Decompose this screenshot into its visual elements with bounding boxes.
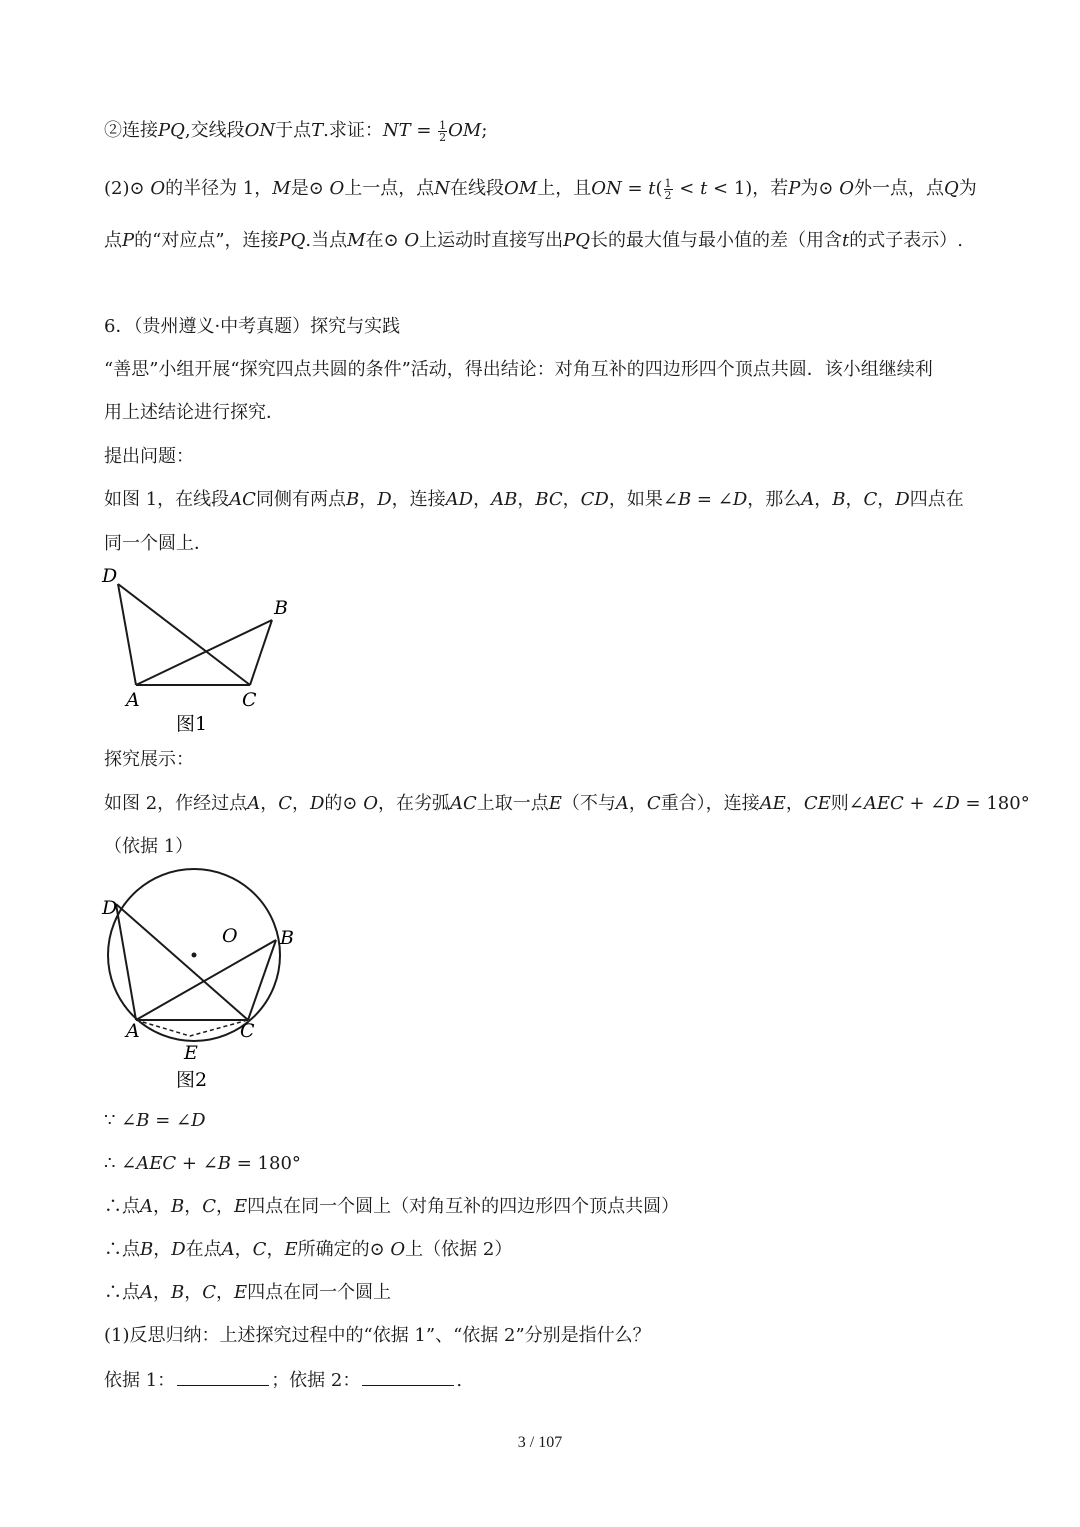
basis-1-tag: （依据 1） [104, 836, 194, 857]
math: D [191, 1110, 206, 1131]
math: T [311, 120, 324, 141]
math: E [234, 1282, 248, 1303]
math: PQ [278, 230, 306, 251]
figure-1 [96, 562, 306, 740]
math: O [839, 178, 854, 199]
math: B [171, 1282, 185, 1303]
math: O [150, 178, 166, 199]
text: 于点 [275, 120, 312, 141]
text: ， [562, 489, 581, 510]
text: = ∠ [691, 489, 733, 510]
text: 上运动时直接写出 [419, 230, 564, 251]
figure-caption: 图2 [176, 1069, 208, 1091]
label-C: C [240, 1020, 255, 1042]
math: B [832, 489, 846, 510]
text: = 180° [959, 793, 1030, 814]
math: PQ [158, 120, 185, 141]
math: AC [229, 489, 256, 510]
basis-2-blank[interactable] [362, 1367, 454, 1386]
math: B [677, 489, 692, 510]
text: .当点 [305, 230, 348, 251]
math: AE [759, 793, 786, 814]
label-B: B [274, 597, 288, 619]
math: OM [448, 120, 482, 141]
text: ， [814, 489, 833, 510]
question-part-2-cont [104, 228, 963, 254]
label-D: D [102, 565, 118, 587]
math: D [309, 793, 325, 814]
text: 四点在同一个圆上 [247, 1282, 392, 1303]
text: = [621, 178, 649, 199]
math: E [234, 1196, 248, 1217]
text: 上取一点 [476, 793, 549, 814]
denominator: 2 [439, 130, 447, 144]
text: （不与 [561, 793, 616, 814]
text: ， [473, 489, 492, 510]
math: M [272, 178, 291, 199]
text: ， [153, 1196, 171, 1217]
label-A: A [126, 689, 140, 711]
denominator: 2 [664, 188, 672, 202]
q6-title: 6．（贵州遵义·中考真题）探究与实践 [104, 316, 401, 337]
math: C [202, 1196, 217, 1217]
text: ∴点 [104, 1282, 140, 1303]
math: D [732, 489, 748, 510]
text: ，在劣弧 [377, 793, 450, 814]
math: P [122, 230, 135, 251]
step-2 [104, 1151, 301, 1177]
text: 的“对应点”，连接 [134, 230, 279, 251]
math: C [252, 1239, 267, 1260]
page-number: 3 / 107 [517, 1434, 563, 1451]
math: O [404, 230, 420, 251]
text: 如图 2，作经过点 [104, 793, 248, 814]
segment-DA [118, 584, 136, 685]
basis-1-blank[interactable] [177, 1367, 269, 1386]
question-1: (1)反思归纳：上述探究过程中的“依据 1”、“依据 2”分别是指什么？ [104, 1325, 651, 1346]
text: ， [266, 1239, 285, 1260]
math: Q [944, 178, 959, 199]
text: + ∠ [903, 793, 946, 814]
label-B: B [280, 927, 294, 949]
step-1 [104, 1108, 206, 1134]
label-O: O [222, 925, 238, 947]
fraction [438, 120, 447, 143]
math: NT [382, 120, 411, 141]
text: ， [260, 793, 279, 814]
text: = ∠ [149, 1110, 192, 1131]
text: ; [481, 120, 488, 141]
math: A [801, 489, 815, 510]
math: CE [803, 793, 831, 814]
math: B [140, 1239, 154, 1260]
math: t [700, 178, 708, 199]
text: .求证： [323, 120, 383, 141]
segment-AB [136, 620, 272, 685]
math: B [345, 489, 360, 510]
text: ， [216, 1282, 235, 1303]
math: OM [504, 178, 538, 199]
text: 四点在同一个圆上（对角互补的四边形四个顶点共圆） [247, 1196, 680, 1217]
math: B [136, 1110, 150, 1131]
segment-DC [116, 904, 248, 1020]
math: A [140, 1282, 153, 1303]
text: . [456, 1370, 463, 1391]
text: ， [153, 1282, 171, 1303]
math: t [648, 178, 656, 199]
math: M [347, 230, 366, 251]
text: 在⊙ [365, 230, 405, 251]
text: ， [628, 793, 647, 814]
math: D [377, 489, 392, 510]
text: 同侧有两点 [255, 489, 346, 510]
text: 是⊙ [290, 178, 330, 199]
text: ， [845, 489, 864, 510]
basis-1-label: 依据 1： [104, 1370, 176, 1391]
text: 重合），连接 [660, 793, 760, 814]
text: 为⊙ [800, 178, 840, 199]
numerator: 1 [439, 118, 447, 132]
math: C [863, 489, 878, 510]
math: ON [244, 120, 276, 141]
text: ∴点 [104, 1196, 140, 1217]
text: (2)⊙ [104, 178, 151, 199]
text: 的半径为 1， [165, 178, 273, 199]
text: 在点 [185, 1239, 222, 1260]
text: 上（依据 2） [405, 1239, 513, 1260]
proof-part-2 [104, 118, 487, 144]
fraction [664, 178, 673, 201]
step-5 [104, 1280, 391, 1306]
figure-2 [96, 864, 316, 1094]
math: AC [449, 793, 477, 814]
text: ( [655, 178, 663, 199]
text: ， [153, 1239, 172, 1260]
text: ， [216, 1196, 235, 1217]
text: ， [234, 1239, 253, 1260]
numerator: 1 [664, 176, 672, 190]
math: AD [445, 489, 474, 510]
text: ， [184, 1282, 203, 1303]
math: C [202, 1282, 217, 1303]
center-point [192, 953, 197, 958]
section-explore-show: 探究展示： [104, 749, 194, 770]
math: C [278, 793, 292, 814]
segment-AB [136, 940, 276, 1020]
text: 点 [104, 230, 122, 251]
segment-DC [118, 584, 250, 685]
text: ， [877, 489, 896, 510]
text: 四点在 [909, 489, 964, 510]
math: A [221, 1239, 235, 1260]
text: 的⊙ [324, 793, 364, 814]
math: ON [591, 178, 622, 199]
text: 为 [958, 178, 977, 199]
answer-line [104, 1367, 462, 1394]
math: D [171, 1239, 186, 1260]
math: O [390, 1239, 406, 1260]
basis-2-label: ；依据 2： [271, 1370, 361, 1391]
question-part-2 [104, 176, 977, 202]
math: O [329, 178, 345, 199]
math: AEC [863, 793, 904, 814]
text: ∴点 [104, 1239, 140, 1260]
label-A: A [126, 1020, 140, 1042]
math: AEC [136, 1153, 177, 1174]
figure-caption: 图1 [176, 713, 208, 735]
math: B [217, 1153, 232, 1174]
math: CD [580, 489, 609, 510]
text: ， [359, 489, 378, 510]
q6-intro-line2: 用上述结论进行探究． [104, 402, 284, 423]
text: 如图 1，在线段 [104, 489, 230, 510]
text: + ∠ [176, 1153, 218, 1174]
text: 外一点，点 [854, 178, 944, 199]
math: E [548, 793, 562, 814]
label-D: D [102, 897, 118, 919]
text: ， [184, 1196, 203, 1217]
step-4 [104, 1237, 512, 1263]
text: ∵ ∠ [104, 1110, 137, 1131]
math: C [646, 793, 661, 814]
segment-DA [116, 904, 136, 1020]
text: ，连接 [391, 489, 446, 510]
math: BC [535, 489, 563, 510]
text: ， [517, 489, 536, 510]
text: ∴ ∠ [104, 1153, 137, 1174]
text: = 180° [231, 1153, 301, 1174]
math: PQ [563, 230, 591, 251]
math: E [284, 1239, 298, 1260]
text: ， [291, 793, 310, 814]
figure2-description [104, 791, 1030, 817]
text: 则∠ [830, 793, 864, 814]
section-raise-question: 提出问题： [104, 446, 194, 467]
math: P [788, 178, 801, 199]
math: A [247, 793, 261, 814]
figure1-description-cont: 同一个圆上． [104, 533, 212, 554]
math: t [842, 230, 850, 251]
math: A [140, 1196, 153, 1217]
figure1-description [104, 487, 964, 513]
text: ，如果∠ [608, 489, 678, 510]
math: D [895, 489, 910, 510]
math: D [945, 793, 960, 814]
math: O [363, 793, 378, 814]
text: ， [785, 793, 804, 814]
text: < [673, 178, 701, 199]
math: B [171, 1196, 185, 1217]
math: N [434, 178, 451, 199]
text: 长的最大值与最小值的差（用含 [590, 230, 843, 251]
math: A [615, 793, 629, 814]
text: ②连接 [104, 120, 158, 141]
text: 在线段 [450, 178, 505, 199]
text: 上，且 [537, 178, 592, 199]
step-3 [104, 1194, 679, 1220]
text: = [410, 120, 438, 141]
label-C: C [242, 689, 257, 711]
text: 所确定的⊙ [297, 1239, 391, 1260]
text: 上一点，点 [344, 178, 435, 199]
label-E: E [184, 1042, 198, 1064]
math: AB [491, 489, 518, 510]
text: 的式子表示）. [849, 230, 963, 251]
text: ,交线段 [184, 120, 245, 141]
text: ，那么 [747, 489, 802, 510]
text: < 1)，若 [707, 178, 789, 199]
q6-intro-line1: “善思”小组开展“探究四点共圆的条件”活动，得出结论：对角互补的四边形四个顶点共圆．该小组继续利 [104, 359, 933, 380]
